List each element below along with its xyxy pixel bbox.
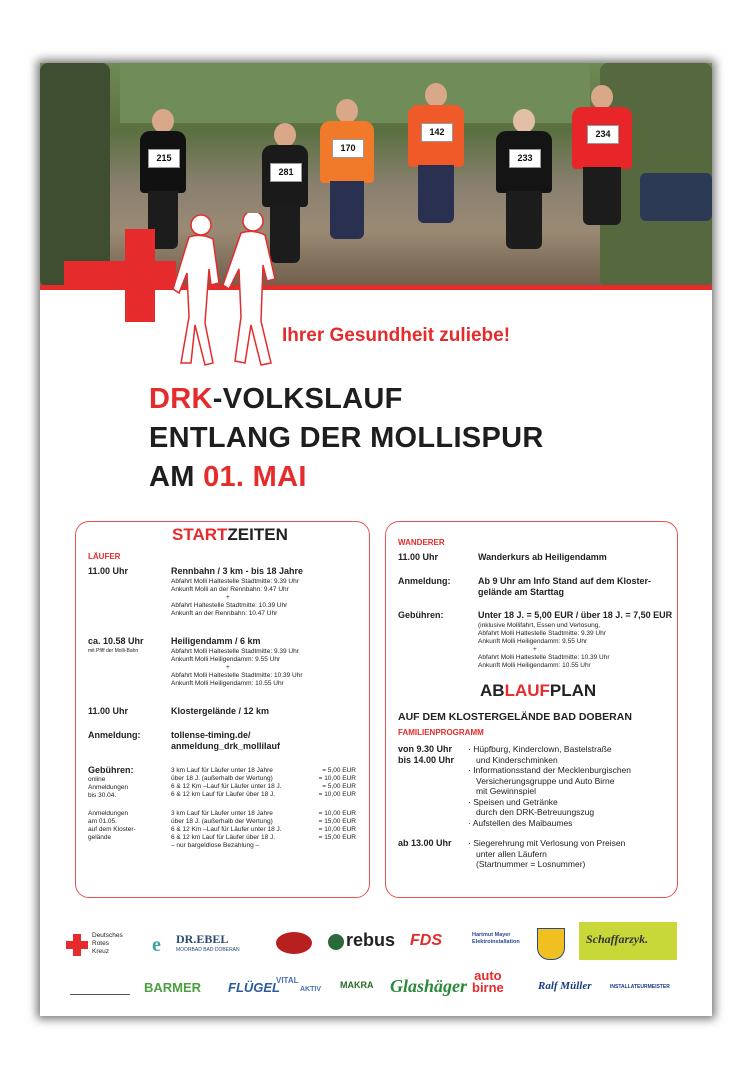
fee-row [171,767,356,775]
fee-price: = 10,00 EUR [318,775,356,782]
wander-time: 11.00 Uhr [398,552,439,562]
auto-birne-line2: birne [472,980,504,995]
fee-text: 3 km Lauf für Läufer unter 18 Jahre [171,767,273,774]
fee-price: = 15,00 EUR [318,834,356,841]
fee-text: über 18 J. (außerhalb der Wertung) [171,775,273,782]
fee-row [171,775,356,783]
event-title [149,380,544,497]
row3-time: 11.00 Uhr [88,706,129,716]
fees-onsite-list [171,810,356,850]
family-time-end: bis 14.00 Uhr [398,755,455,765]
fees-onsite-footer: – nur bargeldlose Bezahlung – [171,842,260,849]
wander-fees-label: Gebühren: [398,610,444,620]
fee-text: 6 & 12 Km –Lauf für Läufer unter 18 J. [171,783,282,790]
fee-row [171,810,356,818]
fees-online-list [171,767,356,799]
wander-anmeldung-line1: Ab 9 Uhr am Info Stand auf dem Kloster- [478,576,652,586]
runner-233 [496,109,552,259]
family-item-text: und Kinderschminken [476,754,558,765]
row2-time-note: mit Pfiff der Molli-Bahn [88,648,139,654]
anmeldung-url-line2[interactable]: anmeldung_drk_mollilauf [171,741,281,751]
family-item-text: Hüpfburg, Kinderclown, Bastelstraße [473,744,612,754]
family-item-text: Versicherungsgruppe und Auto Birne [476,775,615,786]
rebus-icon [328,934,344,950]
ablaufplan-subheading: AUF DEM KLOSTERGELÄNDE BAD DOBERAN [398,711,632,723]
fees-online-note-line: Anmeldungen [88,784,129,791]
heading-plan: PLAN [549,681,597,700]
row1-title: Rennbahn / 3 km - bis 18 Jahre [171,566,304,576]
sponsor-hartmut-mayer [472,932,520,946]
wander-fee-line: Ankunft Molli Heiligendamm: 9.55 Uhr [478,638,588,645]
row1-line: Ankunft Molli an der Rennbahn: 9.47 Uhr [171,586,289,593]
auto-birne-line1: auto [474,968,502,983]
wander-fee-line: + [533,646,537,653]
row2-line: Abfahrt Molli Haltestelle Stadtmitte: 10.39 Uhr [171,672,303,679]
bib-142: 142 [421,123,453,142]
fees-label: Gebühren: [88,765,134,775]
bib-233: 233 [509,149,541,168]
fee-price: = 10,00 EUR [318,826,356,833]
title-line-1 [149,380,544,419]
wander-fees-title: Unter 18 J. = 5,00 EUR / über 18 J. = 7,50 EUR [478,610,673,620]
family-item: · Informationsstand der Mecklenburgischen [468,765,632,775]
fees-onsite-note [88,810,136,842]
row2-title: Heiligendamm / 6 km [171,636,261,646]
sponsor-ralf-mueller: Ralf Müller [538,980,592,992]
row2-line: Ankunft Molli Heiligendamm: 10.55 Uhr [171,680,284,687]
wander-fee-line: (inklusive Mollifahrt, Essen und Verlosung, [478,622,601,629]
heading-ab: AB [480,681,505,700]
fee-text: über 18 J. (außerhalb der Wertung) [171,818,273,825]
family-label: FAMILIENPROGRAMM [398,728,484,737]
fee-row [171,783,356,791]
sponsor-rebus: rebus [346,930,396,950]
fees-online-note-line: bis 30.04. [88,792,117,799]
title-line-2: ENTLANG DER MOLLISPUR [149,422,544,454]
family-item-text: Aufstellen des Maibaumes [472,817,573,828]
coat-of-arms-icon [537,928,565,960]
sponsor-aktiv: AKTIV [300,986,321,993]
award-lines [468,838,625,870]
sponsor-dr-ebel-sub: MOORBAD BAD DOBERAN [176,947,240,953]
fee-row [171,791,356,799]
sponsor-logos [40,918,712,1013]
fee-price: = 5,00 EUR [322,767,356,774]
bib-170: 170 [332,139,364,158]
ablaufplan-heading [480,681,597,700]
sponsor-fds: FDS [410,932,442,949]
sponsor-ralf-mueller-sub: INSTALLATEURMEISTER [610,984,670,990]
sponsor-schaffarzyk: Schaffarzyk. [586,932,649,946]
title-am: AM [149,461,204,493]
sponsor-auto-birne [472,970,504,994]
family-item: · Speisen und Getränke [468,796,558,807]
runner-142 [408,83,464,243]
award-item: · Siegerehrung mit Verlosung von Preisen [468,838,626,848]
wander-fee-line: Abfahrt Molli Haltestelle Stadtmitte: 9.39 Uhr [478,630,606,637]
family-item-text: Speisen und Getränke [473,796,558,807]
wanderer-label: WANDERER [398,538,445,547]
row2-details [171,648,303,688]
heading-lauf: LAUF [504,681,550,700]
bib-281: 281 [270,163,302,182]
family-item-text: durch den DRK-Betreuungszug [476,807,595,817]
family-time-start: von 9.30 Uhr [398,744,453,754]
fees-onsite-note-line: auf dem Kloster- [88,826,136,833]
row2-line: Ankunft Molli Heiligendamm: 9.55 Uhr [171,656,281,663]
wander-fee-line: Ankunft Molli Heiligendamm: 10.55 Uhr [478,662,591,669]
title-volkslauf: -VOLKSLAUF [212,383,403,415]
row1-time: 11.00 Uhr [88,566,129,576]
family-item: · Hüpfburg, Kinderclown, Bastelstraße [468,744,612,754]
anmeldung-url-line1[interactable]: tollense-timing.de/ [171,730,251,740]
drk-line: Deutsches [92,932,123,939]
fee-text: 6 & 12 km Lauf für Läufer über 18 J. [171,791,276,798]
sponsor-drk [92,932,123,956]
fees-onsite-note-line: Anmeldungen [88,810,129,817]
family-items [468,744,631,828]
row1-line: + [226,594,230,601]
sponsor-makra: MAKRA [340,980,374,990]
sponsor-fluegel: FLÜGEL [228,980,280,995]
startzeiten-box [75,521,370,898]
family-item-text: Informationsstand der Mecklenburgischen [473,765,632,775]
anmeldung-label: Anmeldung: [88,730,141,740]
heiligendamm-logo-icon [70,980,130,995]
title-date: 01. MAI [203,461,307,493]
fee-text: 3 km Lauf für Läufer unter 18 Jahre [171,810,273,817]
family-time [398,744,454,766]
row1-line: Abfahrt Molli Haltestelle Stadtmitte: 9.39 Uhr [171,578,299,585]
award-text: Siegerehrung mit Verlosung von Preisen [473,838,626,848]
fee-row [171,834,356,842]
wander-anmeldung-label: Anmeldung: [398,576,451,586]
bib-215: 215 [148,149,180,168]
anmeldung-url[interactable] [171,730,280,752]
fees-onsite-note-line: am 01.05. [88,818,117,825]
fee-text: 6 & 12 km Lauf für Läufer über 18 J. [171,834,276,841]
heading-start: START [172,525,228,544]
wanderer-box [385,521,678,898]
wander-anmeldung-line2: gelände am Starttag [478,587,565,597]
wander-anmeldung-value [478,576,651,598]
family-item-text: mit Gewinnspiel [476,786,536,796]
award-text: (Startnummer = Losnummer) [476,859,586,869]
row2-line: Abfahrt Molli Haltestelle Stadtmitte: 9.39 Uhr [171,648,299,655]
fee-price: = 10,00 EUR [318,791,356,798]
heading-zeiten: ZEITEN [227,525,288,544]
row1-line: Ankunft an der Rennbahn: 10.47 Uhr [171,610,278,617]
fees-online-note-line: online [88,776,106,783]
title-drk: DRK [149,383,213,415]
fee-text: 6 & 12 Km –Lauf für Läufer unter 18 J. [171,826,282,833]
fee-row [171,818,356,826]
sponsor-dr-ebel: DR.EBEL [176,932,229,946]
fee-row [171,826,356,834]
family-item: · Aufstellen des Maibaumes [468,817,573,828]
hartmut-line1: Hartmut Mayer [472,932,511,938]
fee-price: = 15,00 EUR [318,818,356,825]
red-cross-logo-bar [64,261,176,290]
molli-logo-icon [276,932,312,954]
runner-234 [572,85,632,245]
drk-cross-icon [66,934,88,956]
wander-fees-details [478,622,610,670]
ebel-icon: e [152,934,161,956]
hartmut-line2: Elektroinstallation [472,939,520,945]
fees-online-note [88,776,128,800]
sponsor-glashaeger: Glashäger [390,976,468,996]
bib-234: 234 [587,125,619,144]
fee-price: = 5,00 EUR [322,783,356,790]
runner-170 [320,99,374,249]
startzeiten-heading [172,525,288,544]
drk-line: Kreuz [92,948,109,955]
row2-line: + [226,664,230,671]
row2-time: ca. 10.58 Uhr [88,636,144,646]
slogan: Ihrer Gesundheit zuliebe! [282,325,511,346]
award-text: unter allen Läufern [476,848,547,859]
drk-line: Rotes [92,940,109,947]
award-time: ab 13.00 Uhr [398,838,452,848]
sponsor-vital: VITAL [276,976,299,985]
fee-price: = 10,00 EUR [318,810,356,817]
title-line-3 [149,458,544,497]
wander-fee-line: Abfahrt Molli Haltestelle Stadtmitte: 10.39 Uhr [478,654,610,661]
row3-title: Klostergelände / 12 km [171,706,270,716]
row1-line: Abfahrt Haltestelle Stadtmitte: 10.39 Uhr [171,602,288,609]
row1-details [171,578,299,618]
poster [40,63,712,1016]
wander-title: Wanderkurs ab Heiligendamm [478,552,607,562]
fees-onsite-note-line: gelände [88,834,112,841]
laeufer-label: LÄUFER [88,552,121,561]
sponsor-barmer: BARMER [144,980,202,995]
